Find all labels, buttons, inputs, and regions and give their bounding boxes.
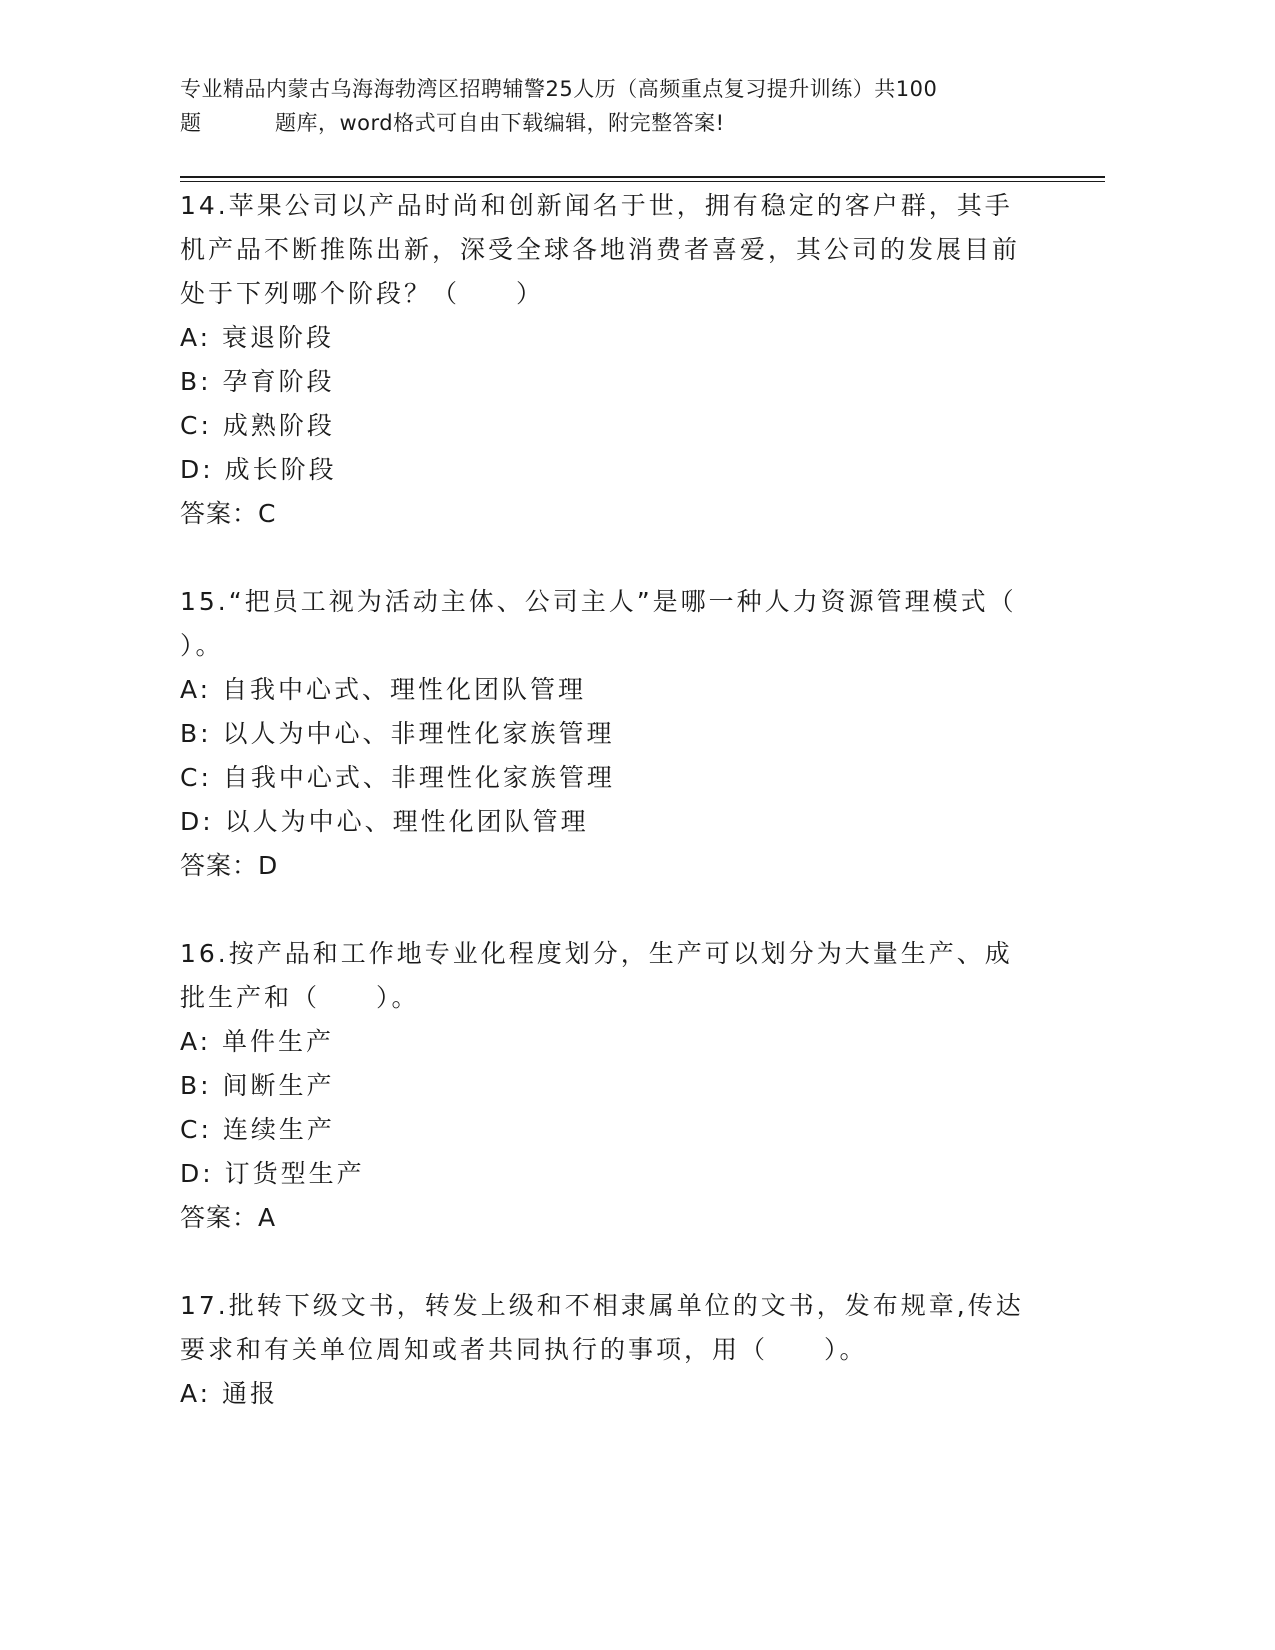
option-c: C: 连续生产 — [180, 1115, 335, 1144]
spacer — [180, 888, 1040, 932]
answer: 答案：A — [180, 1203, 277, 1232]
question-text: 17.批转下级文书，转发上级和不相隶属单位的文书，发布规章,传达要求和有关单位周知或者共同执行的事项，用（ ）。 — [180, 1291, 1024, 1364]
header-line-1: 专业精品内蒙古乌海海勃湾区招聘辅警25人历（高频重点复习提升训练）共100 — [180, 77, 938, 101]
spacer — [180, 1240, 1040, 1284]
header-line-2-text: 题库，word格式可自由下载编辑，附完整答案! — [275, 111, 725, 135]
question-15 — [180, 580, 1040, 888]
header-divider-thin — [180, 181, 1105, 182]
option-d: D: 订货型生产 — [180, 1159, 365, 1188]
option-a: A: 自我中心式、理性化团队管理 — [180, 675, 587, 704]
question-16 — [180, 932, 1040, 1240]
option-d: D: 以人为中心、理性化团队管理 — [180, 807, 589, 836]
option-b: B: 间断生产 — [180, 1071, 335, 1100]
option-b: B: 孕育阶段 — [180, 367, 335, 396]
option-a: A: 通报 — [180, 1379, 279, 1408]
header-divider-thick — [180, 176, 1105, 178]
option-a: A: 单件生产 — [180, 1027, 335, 1056]
document-header — [180, 72, 1060, 140]
question-list — [180, 184, 1040, 1416]
option-a: A: 衰退阶段 — [180, 323, 335, 352]
question-text: 16.按产品和工作地专业化程度划分，生产可以划分为大量生产、成批生产和（ ）。 — [180, 939, 1013, 1012]
option-c: C: 成熟阶段 — [180, 411, 335, 440]
answer: 答案：D — [180, 851, 279, 880]
option-c: C: 自我中心式、非理性化家族管理 — [180, 763, 615, 792]
header-line-2 — [180, 106, 1060, 140]
answer: 答案：C — [180, 499, 277, 528]
question-17 — [180, 1284, 1040, 1416]
option-d: D: 成长阶段 — [180, 455, 337, 484]
question-text: 14.苹果公司以产品时尚和创新闻名于世，拥有稳定的客户群，其手机产品不断推陈出新，深受全球各地消费者喜爱，其公司的发展目前处于下列哪个阶段？（ ） — [180, 191, 1021, 308]
question-text: 15.“把员工视为活动主体、公司主人”是哪一种人力资源管理模式（ ）。 — [180, 587, 1017, 660]
option-b: B: 以人为中心、非理性化家族管理 — [180, 719, 615, 748]
question-14 — [180, 184, 1040, 536]
header-line-2-lead: 题 — [180, 111, 202, 135]
spacer — [180, 536, 1040, 580]
